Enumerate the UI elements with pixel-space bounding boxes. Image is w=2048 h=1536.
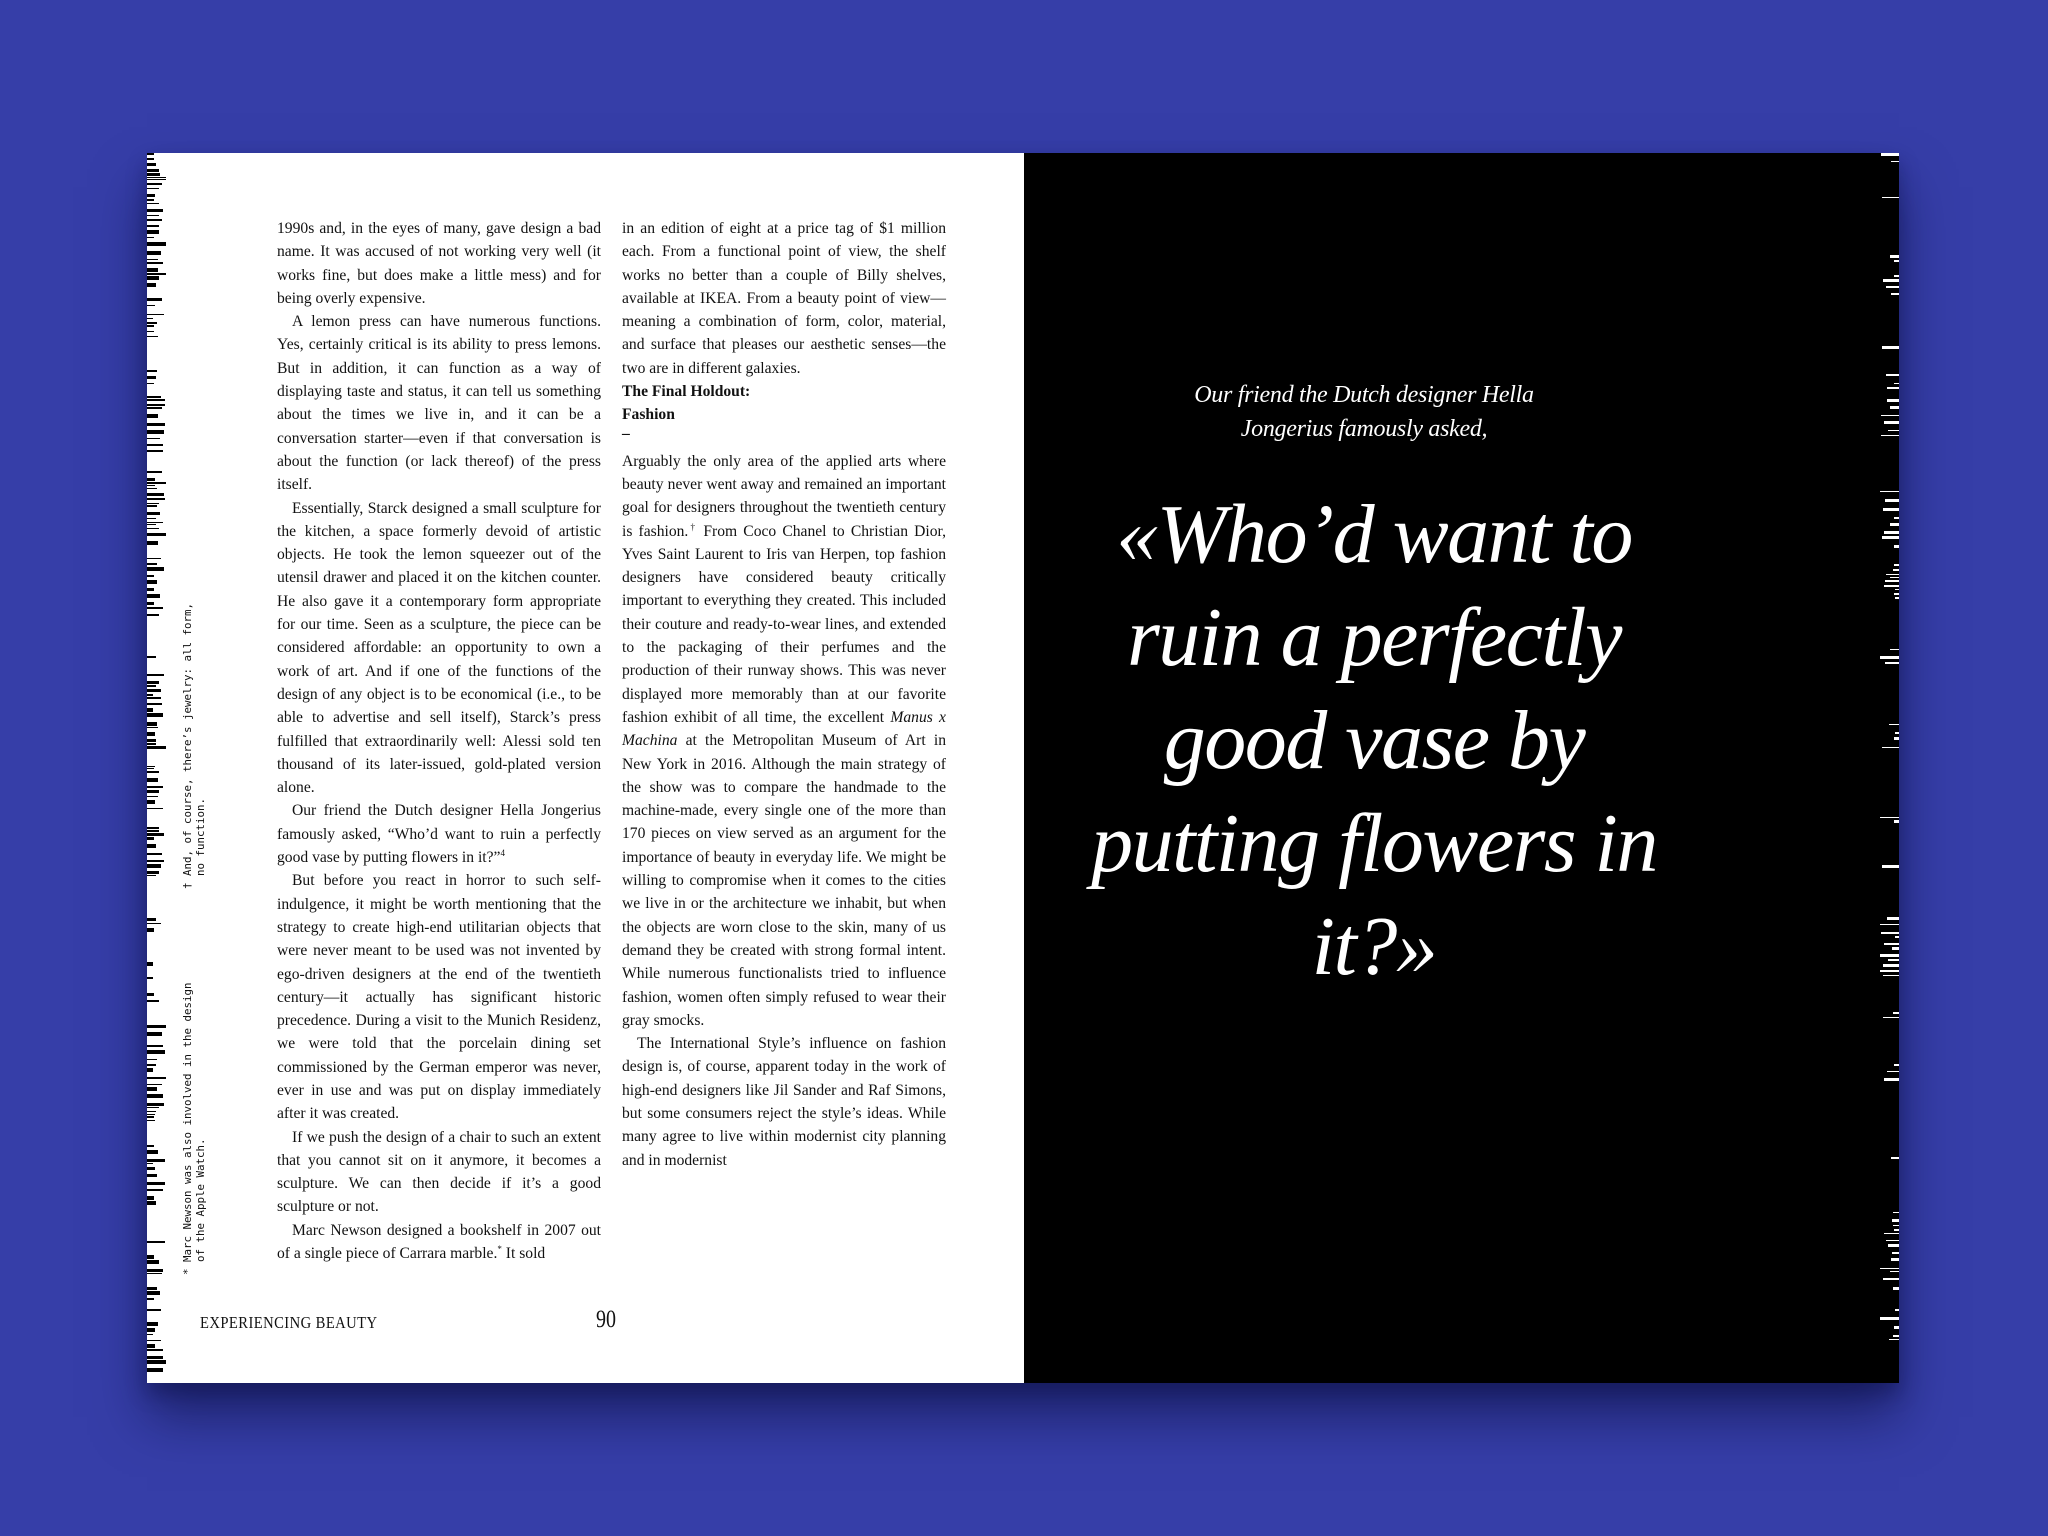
edge-stripe (147, 541, 158, 545)
edge-stripe (147, 1163, 153, 1164)
edge-stripe (147, 558, 161, 559)
section-heading-line: The Final Holdout: (622, 383, 751, 401)
edge-stripe (147, 697, 161, 699)
edge-stripe (147, 1064, 156, 1066)
edge-stripe (147, 503, 159, 504)
edge-stripe (147, 493, 164, 496)
edge-stripe (1892, 1219, 1899, 1222)
edge-stripe (147, 163, 156, 166)
edge-stripe (147, 225, 159, 227)
edge-stripe (147, 488, 157, 489)
edge-stripe (147, 766, 155, 767)
edge-stripe (1890, 406, 1899, 409)
edge-stripe (147, 694, 153, 696)
edge-stripe (147, 336, 158, 337)
paragraph-text: Arguably the only area of the applied arts where beauty never went away and remained an important goal for designers throughout the twentieth century is fashion. (622, 452, 946, 540)
edge-stripe (147, 977, 153, 979)
edge-stripe (147, 853, 162, 855)
edge-stripe (1887, 1071, 1899, 1072)
edge-stripe (147, 533, 166, 536)
edge-stripe (147, 318, 153, 319)
edge-stripe (1880, 1268, 1899, 1269)
edge-stripe (147, 1107, 159, 1108)
edge-stripe (147, 230, 159, 234)
edge-stripe (147, 875, 156, 876)
paragraph-text: It sold (501, 1245, 546, 1263)
pull-quote: «Who’d want to ruin a perfectly good vase by putting flowers in it?» (1091, 488, 1657, 993)
edge-stripe (147, 414, 158, 418)
edge-stripe (147, 1241, 165, 1243)
section-heading (622, 380, 946, 427)
edge-stripe (1882, 346, 1899, 349)
edge-stripe (1886, 374, 1899, 376)
edge-stripe (1891, 293, 1899, 295)
paragraph (277, 1219, 601, 1266)
paragraph: If we push the design of a chair to such an extent that you cannot sit on it anymore, it becomes a sculpture. We can then decide if it’s a good sculpture or not. (277, 1128, 601, 1216)
edge-stripe (147, 518, 156, 519)
edge-stripe (1890, 1271, 1899, 1272)
edge-stripe (1884, 531, 1899, 534)
edge-stripe (1889, 724, 1899, 725)
edge-stripe (1880, 817, 1899, 818)
edge-stripe (147, 602, 154, 605)
edge-stripe (147, 298, 162, 301)
edge-stripe (147, 732, 155, 736)
edge-stripe (147, 790, 159, 793)
edge-stripe (147, 681, 159, 684)
edge-stripe (147, 830, 159, 832)
edge-stripe (1893, 569, 1899, 571)
left-page (147, 153, 1024, 1383)
edge-stripe (147, 575, 154, 577)
edge-stripe (147, 594, 160, 598)
edge-stripe (147, 993, 154, 996)
paragraph-text: Marc Newson designed a bookshelf in 2007 out of a single piece of Carrara marble. (277, 1221, 601, 1263)
edge-stripe (1882, 865, 1899, 868)
edge-stripe (147, 1196, 154, 1200)
edge-stripe (1883, 279, 1899, 282)
edge-stripe (1886, 286, 1899, 288)
edge-stripe (147, 1273, 162, 1274)
edge-stripe (147, 1309, 161, 1311)
edge-stripe (147, 827, 159, 829)
edge-stripe (147, 580, 157, 584)
edge-stripe (1881, 153, 1899, 156)
edge-stripe (147, 188, 159, 189)
paragraph-text: Our friend the Dutch designer Hella Jongerius famously asked, “Who’d want to ruin a perfectly good vase by putting flowers in it?” (277, 802, 601, 867)
edge-stripe (147, 746, 166, 749)
exhibit-title: Manus x Machina (622, 708, 946, 750)
edge-stripe (147, 1182, 165, 1185)
edge-stripe (1895, 1309, 1899, 1311)
edge-stripe (147, 918, 156, 921)
edge-stripe (147, 209, 163, 212)
edge-stripe (1886, 574, 1899, 575)
running-head: EXPERIENCING BEAUTY (200, 1313, 378, 1332)
edge-stripe (147, 864, 161, 868)
paragraph: But before you react in horror to such self-indulgence, it might be worth mentioning that the strategy to create high-end utilitarian objects that were never meant to be used was not invented by ego-driven designers at the end of the twentieth century—it actually has significant historic precedence. During a visit to the Munich Residenz, we were told that the porcelain dining set commissioned by the German emperor was never, ever in use and was put on display immediately after it was created. (277, 872, 601, 1123)
edge-stripe (147, 674, 164, 676)
edge-stripe (147, 183, 162, 185)
edge-stripe (1894, 737, 1899, 740)
edge-stripe (147, 778, 158, 782)
note-marker: 4 (500, 847, 505, 858)
edge-stripe (1888, 430, 1899, 431)
paragraph (277, 799, 601, 869)
edge-stripe (147, 1116, 154, 1118)
page-number: 90 (596, 1306, 616, 1333)
edge-stripe (1885, 662, 1899, 664)
edge-stripe (1882, 747, 1899, 748)
edge-stripe (147, 376, 156, 379)
edge-stripe (1890, 523, 1899, 526)
edge-stripe (1888, 959, 1899, 961)
edge-stripe (147, 478, 155, 481)
edge-stripe (1894, 517, 1899, 519)
edge-stripe (1884, 1078, 1899, 1081)
edge-stripe (147, 179, 166, 180)
edge-stripe (147, 203, 159, 204)
edge-stripe (147, 505, 157, 507)
edge-stripe (147, 1255, 154, 1259)
edge-stripe (147, 153, 154, 155)
edge-stripe (147, 656, 156, 658)
section-dash: – (622, 424, 630, 442)
edge-stripe (147, 383, 154, 384)
edge-stripe (1892, 1252, 1899, 1254)
edge-stripe (147, 450, 163, 452)
edge-stripe (147, 685, 156, 687)
edge-stripe (147, 471, 162, 473)
edge-stripe (147, 1340, 161, 1341)
edge-stripe (147, 1322, 158, 1326)
edge-stripe (147, 1145, 154, 1147)
section-heading-line: Fashion (622, 406, 675, 424)
edge-stripe (147, 1167, 155, 1170)
edge-stripe (1884, 585, 1899, 587)
edge-stripe (1880, 1317, 1899, 1320)
edge-stripe (147, 1298, 154, 1300)
edge-stripe (1880, 656, 1899, 659)
edge-stripe (1894, 593, 1899, 595)
edge-stripe (1891, 1258, 1899, 1261)
edge-stripe (1893, 1225, 1899, 1226)
edge-stripe (147, 1150, 158, 1154)
edge-stripe (1889, 1339, 1899, 1340)
edge-stripe (1883, 508, 1899, 511)
edge-stripe (1883, 975, 1899, 976)
edge-stripe (1881, 435, 1899, 436)
edge-stripe (147, 1260, 159, 1264)
right-page (1024, 153, 1899, 1383)
edge-stripe (1890, 255, 1899, 258)
edge-stripe (1884, 1233, 1899, 1234)
edge-stripe (1894, 1064, 1899, 1066)
text-column-1 (277, 217, 601, 1265)
edge-stripe (147, 844, 156, 848)
edge-stripe (147, 438, 160, 439)
edge-stripe (147, 771, 159, 773)
edge-stripe (147, 1360, 166, 1364)
edge-stripe (147, 1094, 163, 1098)
right-edge-stripes (1875, 153, 1899, 1383)
edge-stripe (1880, 954, 1899, 957)
edge-stripe (147, 177, 166, 178)
edge-stripe (147, 768, 154, 769)
edge-stripe (1886, 1240, 1899, 1241)
edge-stripe (147, 199, 154, 201)
edge-stripe (1894, 564, 1899, 566)
edge-stripe (1890, 649, 1899, 650)
edge-stripe (1880, 491, 1899, 492)
edge-stripe (147, 1111, 156, 1112)
edge-stripe (147, 370, 157, 372)
edge-stripe (1894, 260, 1899, 262)
edge-stripe (147, 512, 160, 515)
text-column-2 (622, 217, 946, 1172)
edge-stripe (147, 528, 159, 529)
edge-stripe (147, 1050, 165, 1054)
edge-stripe (147, 1344, 155, 1348)
edge-stripe (1885, 499, 1899, 502)
edge-stripe (147, 833, 164, 836)
paragraph: 1990s and, in the eyes of many, gave design a bad name. It was accused of not working very well (it works fine, but does make a little mess) and for being overly expensive. (277, 220, 601, 307)
paragraph-text: From Coco Chanel to Christian Dior, Yves Saint Laurent to Iris van Herpen, top fashion designers have considered beauty critically important to everything they created. This included their couture and ready-to-wear lines, and extended to the packaging of their perfumes and the production of their runway shows. This was never displayed more memorably than at our favorite fashion exhibit of all time, the excellent (622, 522, 946, 726)
edge-stripe (1894, 1326, 1899, 1329)
edge-stripe (147, 251, 161, 255)
edge-stripe (147, 444, 163, 446)
edge-stripe (147, 743, 156, 745)
edge-stripe (147, 219, 162, 221)
edge-stripe (147, 1349, 163, 1351)
quote-intro: Our friend the Dutch designer Hella Jongerius famously asked, (1194, 382, 1534, 442)
edge-stripe (147, 1368, 163, 1372)
edge-stripe (147, 871, 159, 874)
magazine-spread (147, 153, 1899, 1383)
edge-stripe (1885, 580, 1899, 582)
edge-stripe (1892, 947, 1899, 950)
edge-stripe (147, 242, 166, 246)
edge-stripe (147, 739, 156, 742)
edge-stripe (147, 331, 154, 332)
edge-stripe (147, 194, 155, 197)
edge-stripe (147, 262, 163, 264)
edge-stripe (1893, 1212, 1899, 1213)
edge-stripe (147, 1159, 165, 1162)
edge-stripe (147, 703, 162, 705)
edge-stripe (1883, 1278, 1899, 1280)
edge-stripe (1893, 1335, 1899, 1337)
edge-stripe (147, 399, 165, 401)
edge-stripe (1887, 387, 1899, 389)
paragraph: The International Style’s influence on fashion design is, of course, apparent today in the work of high-end designers like Jil Sander and Raf Simons, but some consumers reject the style’s ideas. While many agree to live within modernist city planning and in modernist (622, 1035, 946, 1169)
edge-stripe (1895, 732, 1899, 734)
edge-stripe (147, 482, 166, 484)
note-marker: † (688, 521, 698, 532)
left-edge-stripes (147, 153, 167, 1383)
edge-stripe (1887, 917, 1899, 920)
edge-stripe (147, 325, 154, 327)
edge-stripe (147, 1025, 166, 1028)
edge-stripe (147, 713, 163, 717)
paragraph: A lemon press can have numerous functions. Yes, certainly critical is its ability to press lemons. But in addition, it can function as a way of displaying taste and status, it can tell us something about the times we live in, and it can be a conversation starter—even if that conversation is about the function (or lack thereof) of the press itself. (277, 313, 601, 494)
edge-stripe (147, 1059, 157, 1060)
edge-stripe (147, 1000, 159, 1002)
edge-stripe (147, 607, 163, 609)
edge-stripe (147, 923, 161, 924)
edge-stripe (147, 1334, 153, 1335)
paragraph (622, 450, 946, 1032)
edge-stripe (147, 1356, 163, 1359)
edge-stripe (147, 962, 153, 966)
footnote-dagger: † And, of course, there’s jewelry: all form, no function. (181, 602, 207, 889)
edge-stripe (147, 928, 154, 932)
edge-stripe (147, 1120, 155, 1121)
edge-stripe (147, 1068, 153, 1072)
edge-stripe (147, 1328, 155, 1332)
edge-stripe (1882, 536, 1899, 539)
edge-stripe (147, 396, 161, 398)
edge-stripe (147, 563, 157, 565)
edge-stripe (147, 1291, 160, 1295)
edge-stripe (147, 837, 154, 840)
edge-stripe (1882, 197, 1899, 198)
edge-stripe (147, 614, 159, 616)
edge-stripe (147, 1045, 163, 1047)
edge-stripe (1884, 421, 1899, 424)
edge-stripe (1894, 545, 1899, 548)
edge-stripe (147, 276, 159, 280)
edge-stripe (147, 524, 156, 525)
edge-stripe (147, 1103, 164, 1106)
edge-stripe (147, 1032, 162, 1036)
edge-stripe (147, 796, 158, 797)
note-marker: * (497, 1243, 502, 1254)
edge-stripe (147, 404, 165, 406)
edge-stripe (147, 273, 166, 275)
edge-stripe (147, 689, 161, 692)
edge-stripe (147, 522, 163, 523)
edge-stripe (147, 786, 163, 788)
edge-stripe (1895, 597, 1899, 599)
edge-stripe (147, 305, 155, 306)
edge-stripe (1894, 820, 1899, 823)
edge-stripe (147, 1077, 166, 1079)
edge-stripe (1888, 1244, 1899, 1247)
footnote-star: * Marc Newson was also involved in the design of the Apple Watch. (181, 982, 207, 1275)
edge-stripe (1894, 1229, 1899, 1231)
edge-stripe (147, 722, 157, 726)
edge-stripe (147, 322, 157, 324)
edge-stripe (1880, 924, 1899, 925)
edge-stripe (147, 1174, 157, 1177)
edge-stripe (147, 1114, 155, 1115)
edge-stripe (147, 808, 163, 809)
edge-stripe (147, 237, 154, 238)
edge-stripe (147, 588, 154, 591)
edge-stripe (1883, 1017, 1899, 1018)
edge-stripe (1881, 415, 1899, 416)
edge-stripe (1893, 1287, 1899, 1290)
edge-stripe (147, 173, 160, 176)
edge-stripe (147, 169, 159, 172)
edge-stripe (147, 485, 155, 486)
edge-stripe (1895, 936, 1899, 938)
edge-stripe (147, 423, 165, 426)
edge-stripe (147, 567, 164, 571)
edge-stripe (1890, 577, 1899, 578)
edge-stripe (147, 407, 162, 409)
edge-stripe (147, 215, 159, 216)
edge-stripe (1893, 1012, 1899, 1014)
edge-stripe (1880, 970, 1899, 972)
edge-stripe (1881, 932, 1899, 934)
edge-stripe (147, 1287, 157, 1290)
edge-stripe (147, 1189, 163, 1191)
edge-stripe (147, 314, 164, 315)
edge-stripe (147, 259, 158, 260)
edge-stripe (147, 268, 158, 272)
edge-stripe (147, 1087, 157, 1091)
edge-stripe (147, 1201, 156, 1205)
edge-stripe (147, 283, 156, 287)
edge-stripe (147, 1084, 162, 1085)
edge-stripe (147, 727, 158, 728)
edge-stripe (147, 1269, 163, 1272)
edge-stripe (1891, 161, 1899, 162)
edge-stripe (147, 498, 165, 500)
edge-stripe (147, 708, 153, 712)
paragraph-text: at the Metropolitan Museum of Art in New York in 2016. Although the main strategy of the show was to compare the handmade to the machine-made, every single one of the more than 170 pieces on view served as an argument for the importance of beauty in everyday life. We might be willing to compromise when it comes to the cities we live in or the architecture we inhabit, but when the objects are worn close to the skin, many of us demand they be created with strong formal intent. While numerous functionalists tried to influence fashion, women often simply refused to wear their gray smocks. (622, 732, 946, 1029)
edge-stripe (1894, 275, 1899, 277)
edge-stripe (147, 800, 155, 804)
paragraph: Essentially, Starck designed a small sculpture for the kitchen, a space formerly devoid of artistic objects. He took the lemon squeezer out of the utensil drawer and placed it on the kitchen counter. He also gave it a contemporary form appropriate for our time. Seen as a sculpture, the piece can be considered affordable: an opportunity to own a work of art. And if one of the functions of the design of any object is to be economical (i.e., to be able to advertise and sell itself), Starck’s press fulfilled that extraordinarily well: Alessi sold ten thousand of its later-issued, gold-plated version alone. (277, 499, 601, 797)
edge-stripe (1883, 964, 1899, 967)
edge-stripe (147, 430, 164, 434)
edge-stripe (1895, 589, 1899, 590)
edge-stripe (1894, 383, 1899, 384)
edge-stripe (147, 158, 154, 160)
edge-stripe (1887, 399, 1899, 402)
paragraph: in an edition of eight at a price tag of $1 million each. From a functional point of view, the shelf works no better than a couple of Billy shelves, available at IKEA. From a beauty point of view—meaning a combination of form, color, material, and surface that pleases our aesthetic senses—the two are in different galaxies. (622, 220, 946, 377)
edge-stripe (1891, 1157, 1899, 1159)
edge-stripe (147, 860, 164, 862)
edge-stripe (1884, 943, 1899, 945)
